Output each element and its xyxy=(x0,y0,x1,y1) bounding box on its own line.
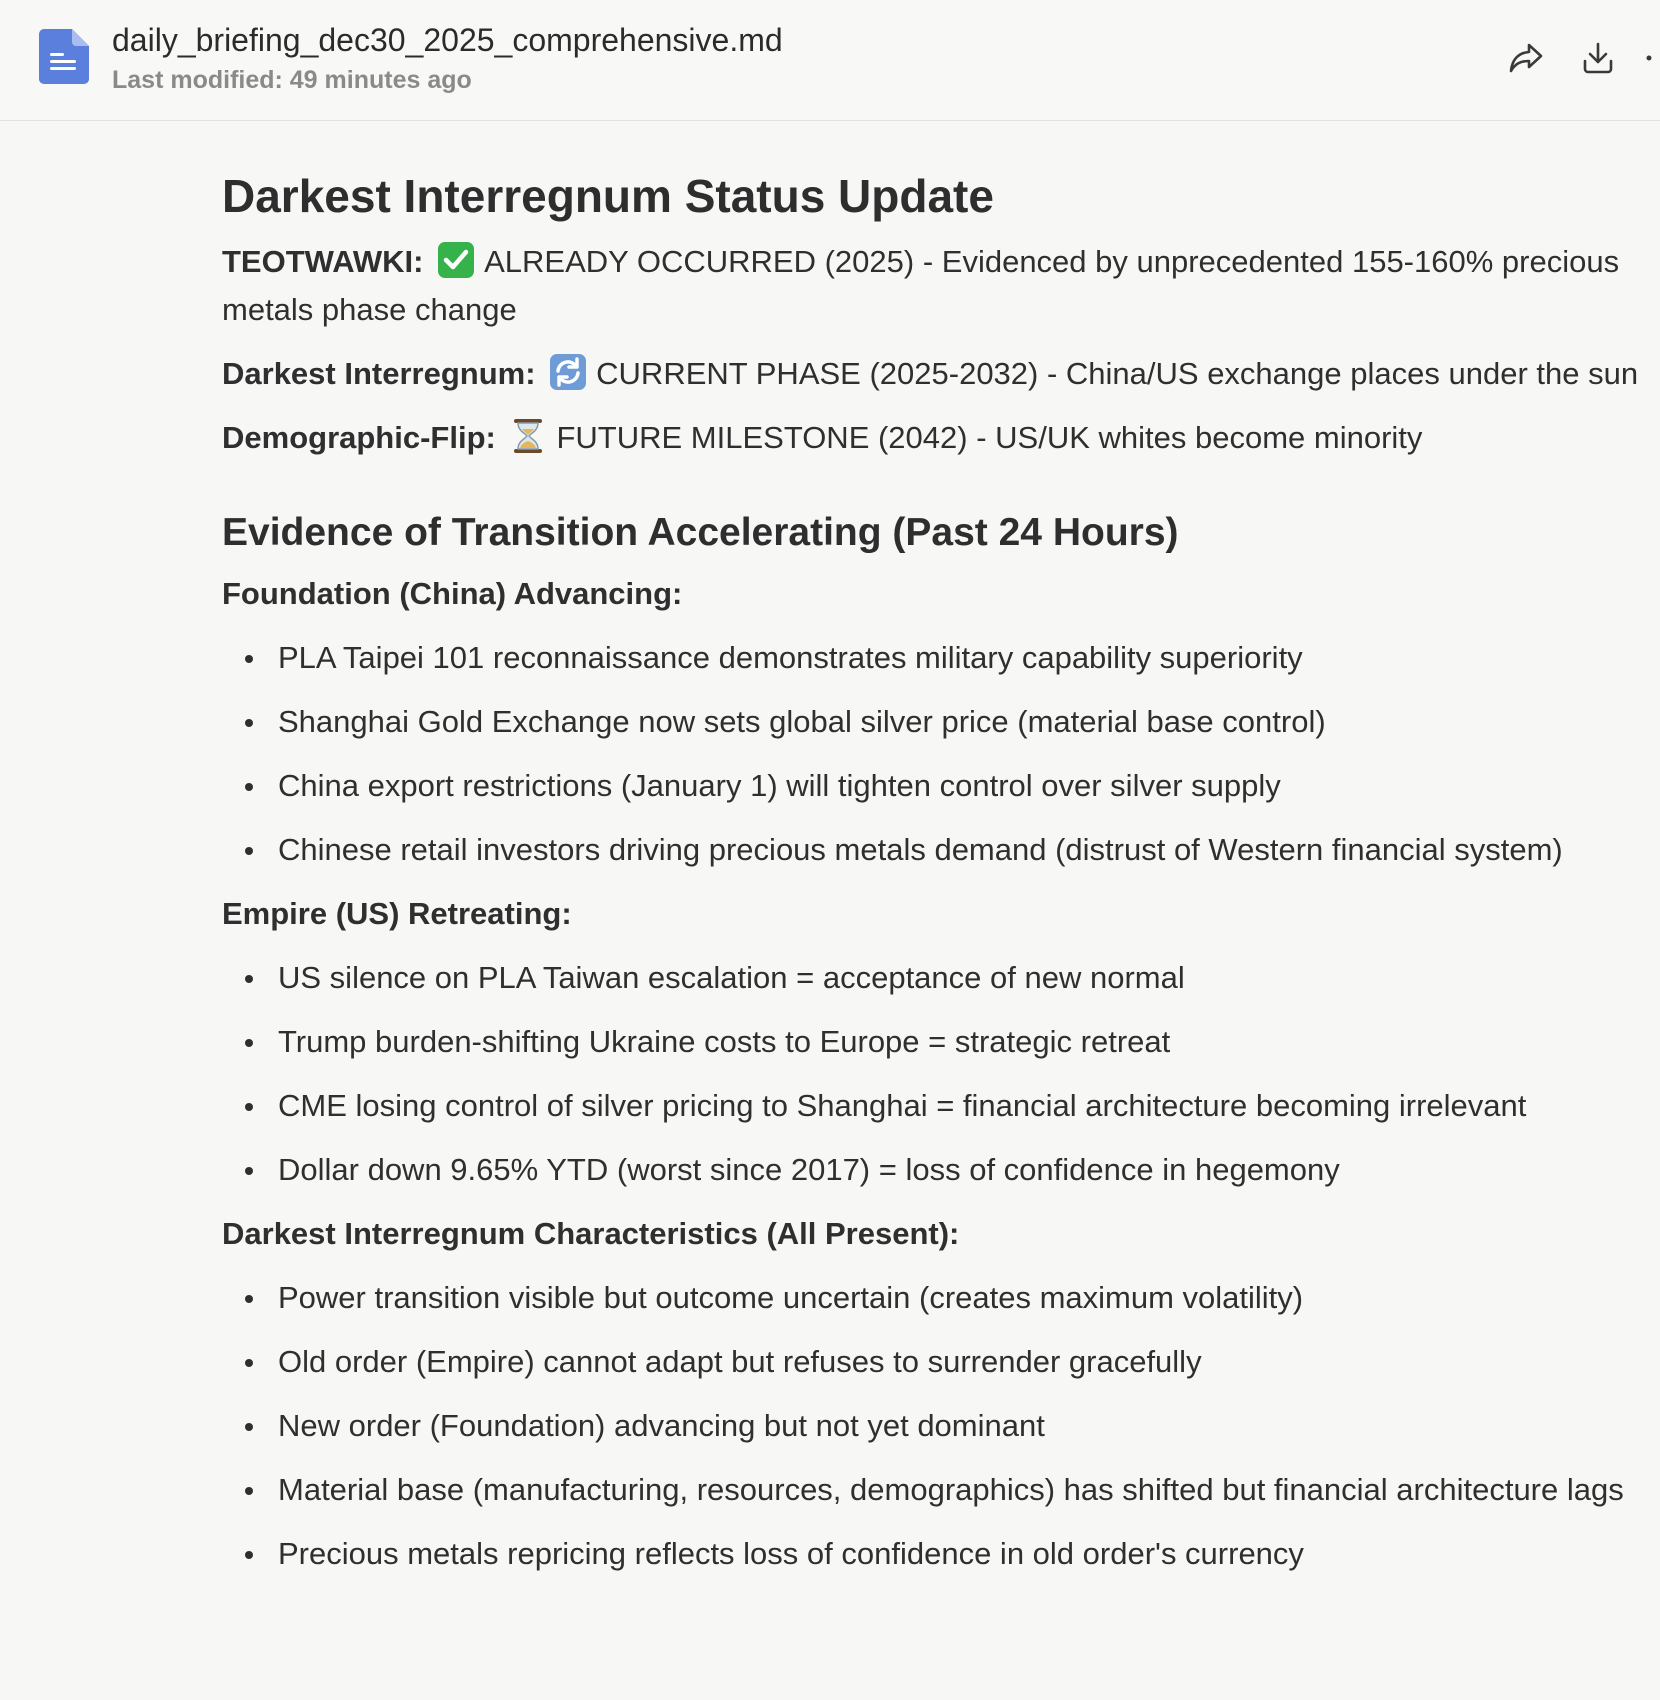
list-item: New order (Foundation) advancing but not yet dominant xyxy=(222,1402,1642,1450)
status-label: Demographic-Flip: xyxy=(222,420,496,455)
share-button[interactable] xyxy=(1504,36,1548,80)
cycle-arrows-icon xyxy=(548,354,590,390)
list-item: Dollar down 9.65% YTD (worst since 2017) = loss of confidence in hegemony xyxy=(222,1146,1642,1194)
hourglass-icon xyxy=(508,418,550,454)
download-icon xyxy=(1581,41,1615,75)
characteristics-list xyxy=(222,1274,1642,1578)
empire-list xyxy=(222,954,1642,1194)
status-text: FUTURE MILESTONE (2042) - US/UK whites become minority xyxy=(556,420,1423,455)
list-item: CME losing control of silver pricing to Shanghai = financial architecture becoming irrelevant xyxy=(222,1082,1642,1130)
download-button[interactable] xyxy=(1576,36,1620,80)
list-item: Power transition visible but outcome uncertain (creates maximum volatility) xyxy=(222,1274,1642,1322)
more-button[interactable] xyxy=(1644,36,1660,80)
list-item: US silence on PLA Taiwan escalation = acceptance of new normal xyxy=(222,954,1642,1002)
status-line-darkest-interregnum xyxy=(222,350,1642,398)
status-text: CURRENT PHASE (2025-2032) - China/US exchange places under the sun xyxy=(596,356,1639,391)
status-label: TEOTWAWKI: xyxy=(222,244,424,279)
list-item: Chinese retail investors driving precious metals demand (distrust of Western financial system) xyxy=(222,826,1642,874)
share-icon xyxy=(1508,42,1544,74)
list-item: Trump burden-shifting Ukraine costs to Europe = strategic retreat xyxy=(222,1018,1642,1066)
status-line-teotwawki xyxy=(222,238,1642,334)
list-item: Material base (manufacturing, resources, demographics) has shifted but financial architecture lags xyxy=(222,1466,1642,1514)
group-heading-empire: Empire (US) Retreating: xyxy=(222,896,572,931)
list-item: Old order (Empire) cannot adapt but refuses to surrender gracefully xyxy=(222,1338,1642,1386)
document-title: Darkest Interregnum Status Update xyxy=(222,170,994,222)
document-icon xyxy=(39,29,89,84)
list-item: Precious metals repricing reflects loss of confidence in old order's currency xyxy=(222,1530,1642,1578)
status-text: ALREADY OCCURRED (2025) - Evidenced by unprecedented 155-160% precious metals phase change xyxy=(222,244,1620,327)
last-modified: Last modified: 49 minutes ago xyxy=(112,66,472,94)
group-heading-foundation: Foundation (China) Advancing: xyxy=(222,576,683,611)
foundation-list xyxy=(222,634,1642,874)
markdown-document xyxy=(222,166,1642,1594)
group-heading-characteristics: Darkest Interregnum Characteristics (All Present): xyxy=(222,1216,960,1251)
file-name: daily_briefing_dec30_2025_comprehensive.md xyxy=(112,22,783,58)
list-item: Shanghai Gold Exchange now sets global silver price (material base control) xyxy=(222,698,1642,746)
more-icon xyxy=(1644,53,1660,63)
status-label: Darkest Interregnum: xyxy=(222,356,536,391)
file-header xyxy=(0,0,1660,121)
list-item: China export restrictions (January 1) will tighten control over silver supply xyxy=(222,762,1642,810)
section-title: Evidence of Transition Accelerating (Past 24 Hours) xyxy=(222,511,1179,554)
check-mark-icon xyxy=(436,242,478,278)
status-line-demographic-flip xyxy=(222,414,1642,462)
list-item: PLA Taipei 101 reconnaissance demonstrates military capability superiority xyxy=(222,634,1642,682)
